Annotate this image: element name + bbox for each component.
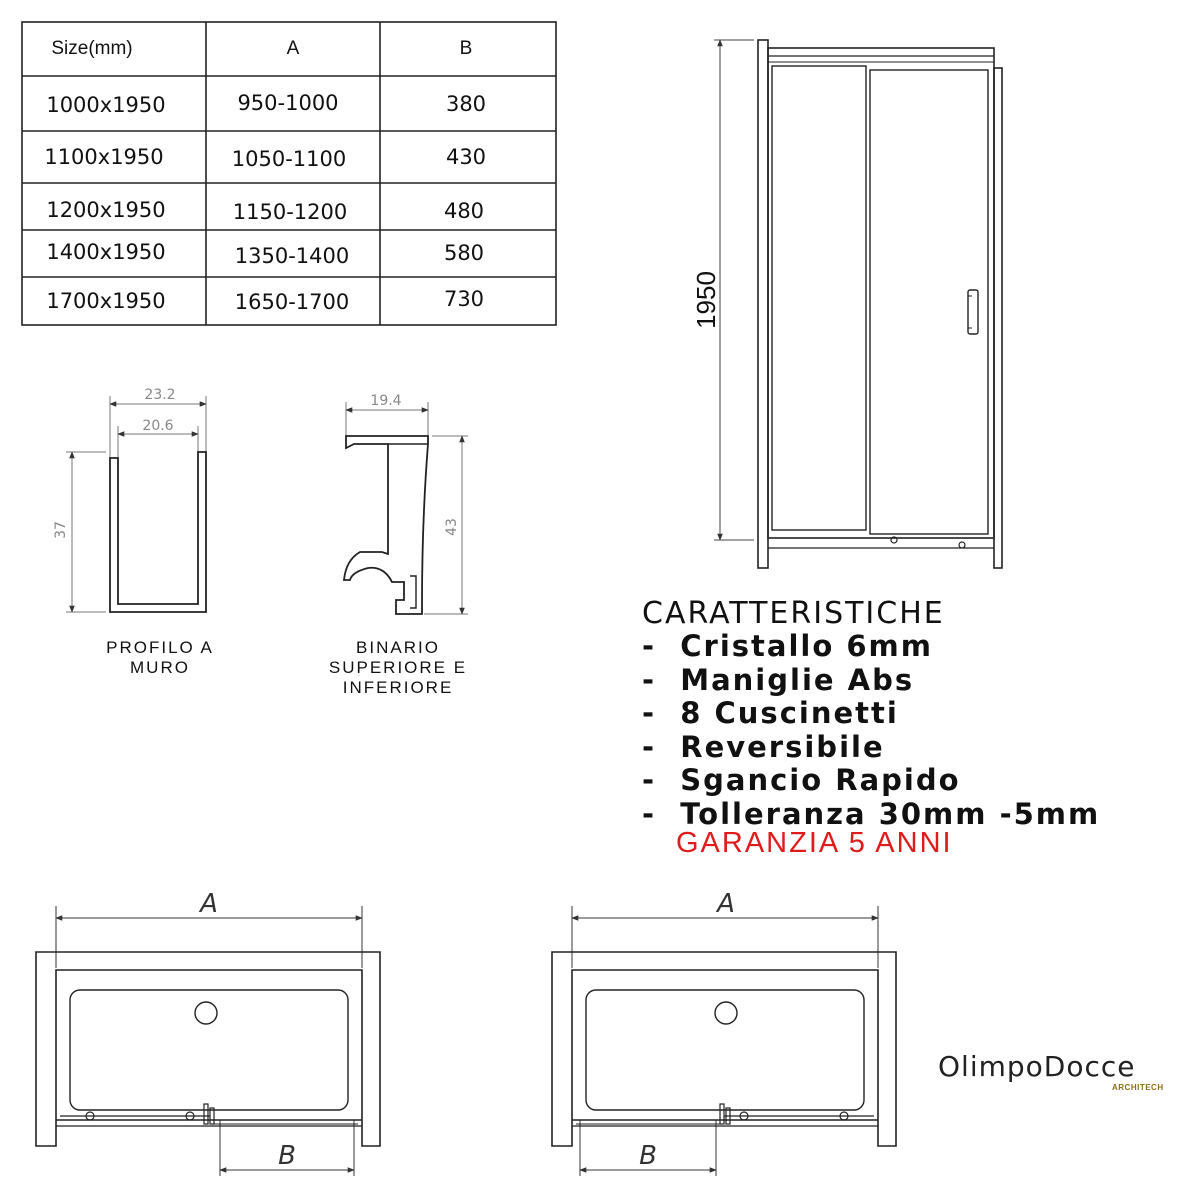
caption-line: MURO	[130, 658, 190, 677]
brand-subtitle: ARCHITECH	[1112, 1083, 1164, 1092]
rail-profile-height: 43	[444, 518, 460, 536]
table-cell: 430	[445, 145, 487, 169]
plan-right-dim-b: B	[639, 1141, 657, 1171]
table-header-size: Size(mm)	[51, 38, 133, 59]
table-cell: 1700x1950	[46, 289, 166, 313]
door-height-label: 1950	[691, 271, 721, 329]
wall-profile-caption	[70, 638, 250, 678]
wall-profile-inner-width: 20.6	[142, 418, 174, 434]
feature-item: - Tolleranza 30mm -5mm	[642, 798, 1100, 832]
size-table	[22, 22, 556, 325]
table-cell: 380	[445, 92, 487, 116]
table-cell: 480	[443, 199, 485, 223]
plan-view-right	[552, 889, 896, 1176]
caption-line: BINARIO	[356, 638, 440, 657]
table-cell: 1400x1950	[46, 240, 166, 264]
table-header-b: B	[459, 38, 473, 59]
table-cell: 1100x1950	[44, 145, 164, 169]
plan-view-left	[36, 889, 380, 1176]
caption-line: SUPERIORE E	[328, 658, 468, 677]
feature-item: - Maniglie Abs	[642, 664, 1100, 698]
feature-item: - Cristallo 6mm	[642, 630, 1100, 664]
door-front-view	[691, 40, 1002, 568]
table-cell: 1000x1950	[46, 93, 166, 117]
rail-profile-caption	[300, 638, 496, 698]
warranty-text: GARANZIA 5 ANNI	[676, 827, 953, 859]
table-cell: 1200x1950	[46, 198, 166, 222]
rail-profile-width: 19.4	[370, 393, 402, 409]
table-cell: 1150-1200	[232, 200, 348, 224]
table-cell: 1050-1100	[231, 147, 347, 171]
rail-profile-drawing	[344, 393, 468, 614]
plan-left-dim-a: A	[200, 889, 218, 919]
wall-profile-drawing	[53, 387, 206, 612]
wall-profile-height: 37	[53, 521, 69, 539]
table-cell: 1650-1700	[234, 290, 350, 314]
plan-right-dim-a: A	[717, 889, 735, 919]
caption-line: INFERIORE	[342, 678, 454, 697]
caption-line: PROFILO A	[106, 638, 214, 657]
feature-item: - Reversibile	[642, 731, 1100, 765]
table-cell: 580	[443, 241, 485, 265]
brand-logo: OlimpoDocce	[938, 1050, 1136, 1083]
feature-item: - 8 Cuscinetti	[642, 697, 1100, 731]
table-cell: 1350-1400	[234, 244, 350, 268]
features-list	[642, 630, 1100, 831]
table-cell: 730	[443, 287, 485, 311]
table-header-a: A	[286, 38, 300, 59]
wall-profile-outer-width: 23.2	[144, 387, 176, 403]
plan-left-dim-b: B	[278, 1141, 296, 1171]
features-title: CARATTERISTICHE	[642, 596, 945, 631]
table-cell: 950-1000	[237, 91, 339, 115]
feature-item: - Sgancio Rapido	[642, 764, 1100, 798]
